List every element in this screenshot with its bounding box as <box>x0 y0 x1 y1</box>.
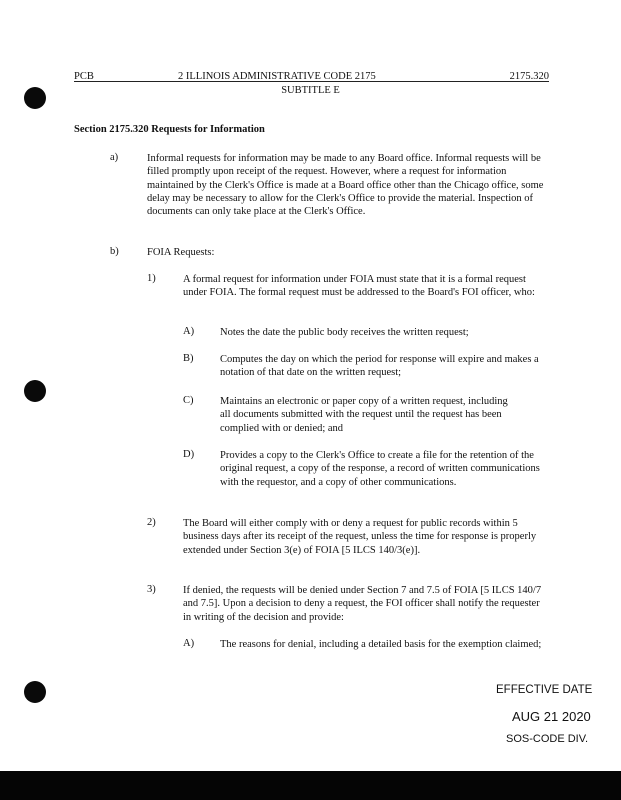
subsection-a-label: a) <box>110 152 119 163</box>
header-section-number: 2175.320 <box>509 71 549 82</box>
item-3-text: If denied, the requests will be denied under Section 7 and 7.5 of FOIA [5 ILCS 140/7 and 7.5]. Upon a decision to deny a request, the FOI officer shall notify the requester in writing of the decision and provide: <box>183 585 542 623</box>
header-code-title: 2 ILLINOIS ADMINISTRATIVE CODE 2175 <box>178 71 376 82</box>
item-1-C-text: Maintains an electronic or paper copy of a written request, including all documents submitted with the request until the request has been complied with or denied; and <box>220 396 508 434</box>
item-1-D-label: D) <box>183 449 195 460</box>
section-heading: Section 2175.320 Requests for Information <box>74 124 265 135</box>
item-1-D-text: Provides a copy to the Clerk's Office to create a file for the retention of the original request, a copy of the response, a record of written communications with the requestor, and a copy of other communications. <box>220 450 540 488</box>
item-1-B-text: Computes the day on which the period for response will expire and makes a notation of that date on the written request; <box>220 354 539 379</box>
punch-hole-middle <box>24 380 46 402</box>
subsection-b-text: FOIA Requests: <box>147 247 215 258</box>
item-3-label: 3) <box>147 584 156 595</box>
item-2-text: The Board will either comply with or deny a request for public records within 5 business days after its receipt of the request, unless the time for response is properly extended under Section 3(e) of FOIA [5 ILCS 140/3(e)]. <box>183 518 537 556</box>
subsection-a-text: Informal requests for information may be made to any Board office. Informal requests will be filled promptly upon receipt of the request. However, where a request for information maintained by the Clerk's Office is made at a Board office other than the Chicago office, some delay may be necessary to allow for the Clerk's Office to provide the material. Inspection of documents can only take place at the Clerk's Office. <box>147 153 544 218</box>
item-1-label: 1) <box>147 273 156 284</box>
header-agency: PCB <box>74 71 94 82</box>
item-3-A-label: A) <box>183 638 195 649</box>
header-subtitle: SUBTITLE E <box>281 85 340 96</box>
item-1-B-label: B) <box>183 353 194 364</box>
subsection-b-label: b) <box>110 246 119 257</box>
punch-hole-bottom <box>24 681 46 703</box>
item-1-A-label: A) <box>183 326 195 337</box>
page-header <box>74 71 549 85</box>
scan-edge-bar <box>0 771 621 800</box>
item-1-C-label: C) <box>183 395 194 406</box>
item-1-text: A formal request for information under FOIA must state that it is a formal request under FOIA. The formal request must be addressed to the Board's FOI officer, who: <box>183 274 535 299</box>
stamp-division: SOS-CODE DIV. <box>506 733 589 745</box>
stamp-effective-date: EFFECTIVE DATE <box>496 684 593 696</box>
header-rule <box>74 81 549 82</box>
item-1-A-text: Notes the date the public body receives the written request; <box>220 327 469 338</box>
stamp-date: AUG 21 2020 <box>512 709 591 724</box>
item-3-A-text: The reasons for denial, including a detailed basis for the exemption claimed; <box>220 639 542 650</box>
item-2-label: 2) <box>147 517 156 528</box>
